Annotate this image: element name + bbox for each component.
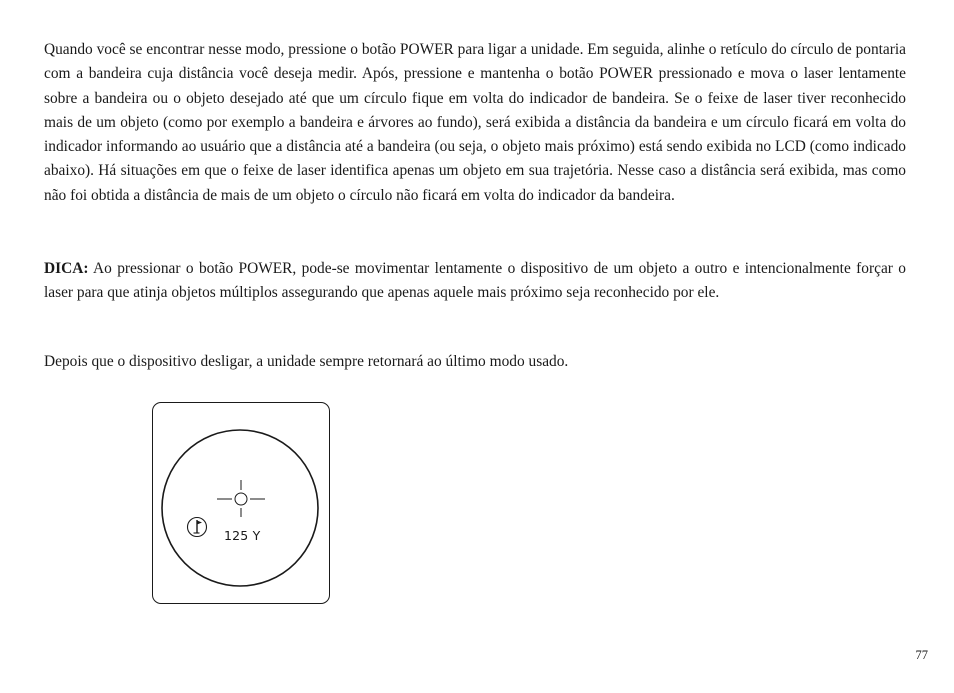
viewfinder-circle	[162, 430, 318, 586]
lcd-display-illustration	[152, 402, 330, 604]
page-number: 77	[915, 648, 928, 662]
paragraph-last-mode: Depois que o dispositivo desligar, a unidade sempre retornará ao último modo usado.	[44, 353, 569, 370]
paragraph-pin-seeker-instructions: Quando você se encontrar nesse modo, pressione o botão POWER para ligar a unidade. Em seguida, alinhe o retículo do círculo de pontaria com a bandeira cuja distância você deseja medir. Após, pressione e mantenha o botão POWER pressionado e mova o laser lentamente sobre a bandeira ou o objeto desejado até que um círculo fique em volta do indicador de bandeira. Se o feixe de laser tiver reconhecido mais de um objeto (como por exemplo a bandeira e árvores ao fundo), será exibida a distância da bandeira e um círculo ficará em volta do indicador informando ao usuário que a distância até a bandeira (ou seja, o objeto mais próximo) está sendo exibida no LCD (como indicado abaixo). Há situações em que o feixe de laser identifica apenas um objeto em sua trajetória. Nesse caso a distância será exibida, mas como não foi obtida a distância de mais de um objeto o círculo não ficará em volta do indicador da bandeira.	[44, 41, 906, 204]
paragraph-tip	[44, 257, 906, 306]
tip-label: DICA:	[44, 260, 89, 277]
flag-in-circle-icon	[188, 518, 207, 537]
distance-readout: 125 Y	[224, 528, 261, 543]
tip-text: Ao pressionar o botão POWER, pode-se movimentar lentamente o dispositivo de um objeto a outro e intencionalmente forçar o laser para que atinja objetos múltiplos assegurando que apenas aquele mais próximo seja reconhecido por ele.	[44, 260, 906, 302]
aiming-reticle-icon	[217, 480, 265, 517]
